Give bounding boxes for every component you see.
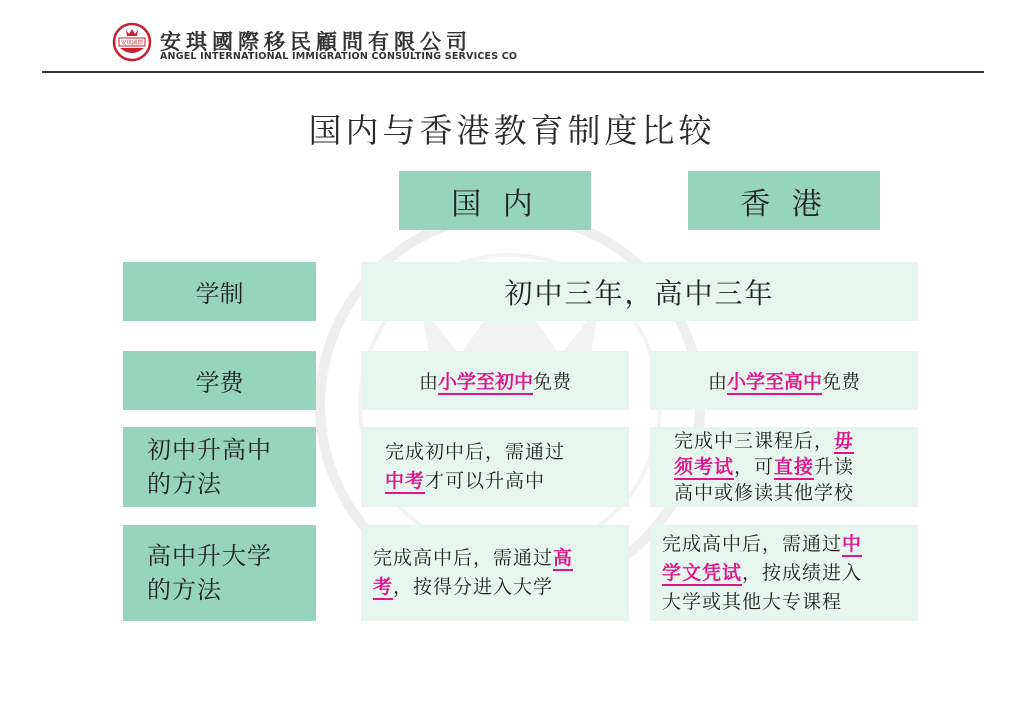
j2s-mainland-line1: 完成初中后，需通过 (385, 441, 566, 463)
j2s-hk-line2-post: 升读 (814, 456, 855, 478)
header-divider (42, 71, 984, 73)
j2s-hk-line1-highlight: 毋 (834, 430, 855, 452)
cell-s2u-hongkong (650, 525, 918, 621)
row-header-s2u-line1: 高中升大学 (147, 542, 272, 570)
s2u-mainland-line2-highlight: 考 (373, 576, 394, 598)
s2u-mainland-line1-pre: 完成高中后，需通过 (373, 547, 554, 569)
fees-hongkong-pre: 由 (707, 371, 727, 393)
j2s-hk-line2-highlight2: 直接 (774, 456, 815, 478)
row-header-system-label: 学制 (195, 280, 244, 308)
cell-j2s-mainland (361, 427, 629, 507)
cell-fees-hongkong (650, 351, 918, 410)
company-logo (112, 22, 152, 62)
s2u-hk-line1-highlight: 中 (842, 532, 863, 555)
row-header-fees-label: 学费 (195, 369, 244, 397)
row-header-j2s-line1: 初中升高中 (147, 436, 272, 464)
fees-mainland-highlight: 小学至初中 (437, 371, 533, 393)
company-name-en: ANGEL INTERNATIONAL IMMIGRATION CONSULTING SERVICES CO (160, 51, 518, 62)
fees-hongkong-highlight: 小学至高中 (726, 371, 822, 393)
s2u-hk-line1-pre: 完成高中后，需通过 (662, 532, 843, 555)
column-header-hongkong-label: 香 港 (740, 186, 828, 222)
row-header-system (123, 262, 316, 321)
row-header-j2s-line2: 的方法 (147, 470, 222, 498)
column-header-hongkong (688, 171, 880, 230)
fees-mainland-pre: 由 (418, 371, 438, 393)
cell-s2u-mainland (361, 525, 629, 621)
fees-hongkong-post: 免费 (822, 371, 861, 393)
j2s-mainland-line2: 才可以升高中 (425, 470, 546, 492)
column-header-mainland (399, 171, 591, 230)
cell-system-value (361, 262, 918, 321)
system-value-text: 初中三年，高中三年 (504, 276, 775, 310)
company-name-cn: 安琪國際移民顧問有限公司 (160, 30, 472, 54)
column-header-mainland-label: 国 内 (451, 186, 539, 222)
s2u-mainland-line2-post: ，按得分进入大学 (393, 576, 554, 598)
row-header-senior-to-university (123, 525, 316, 621)
row-header-s2u-line2: 的方法 (147, 576, 222, 604)
j2s-hk-line2-mid: ，可 (734, 456, 775, 478)
fees-mainland-post: 免费 (533, 371, 572, 393)
j2s-hk-line3: 高中或修读其他学校 (674, 482, 855, 504)
cell-fees-mainland (361, 351, 629, 410)
s2u-hk-line3: 大学或其他大专课程 (662, 590, 843, 613)
row-header-fees (123, 351, 316, 410)
svg-text:安琪國際: 安琪國際 (120, 40, 144, 47)
row-header-junior-to-senior (123, 427, 316, 507)
j2s-mainland-highlight: 中考 (385, 470, 426, 492)
s2u-mainland-line1-highlight: 高 (553, 547, 574, 569)
j2s-hk-line1-pre: 完成中三课程后， (674, 430, 835, 452)
s2u-hk-line2-highlight: 学文凭试 (662, 561, 743, 584)
cell-j2s-hongkong (650, 427, 918, 507)
page-title: 国内与香港教育制度比较 (308, 111, 716, 150)
s2u-hk-line2-post: ，按成绩进入 (742, 561, 863, 584)
j2s-hk-line2-highlight: 须考试 (674, 456, 735, 478)
